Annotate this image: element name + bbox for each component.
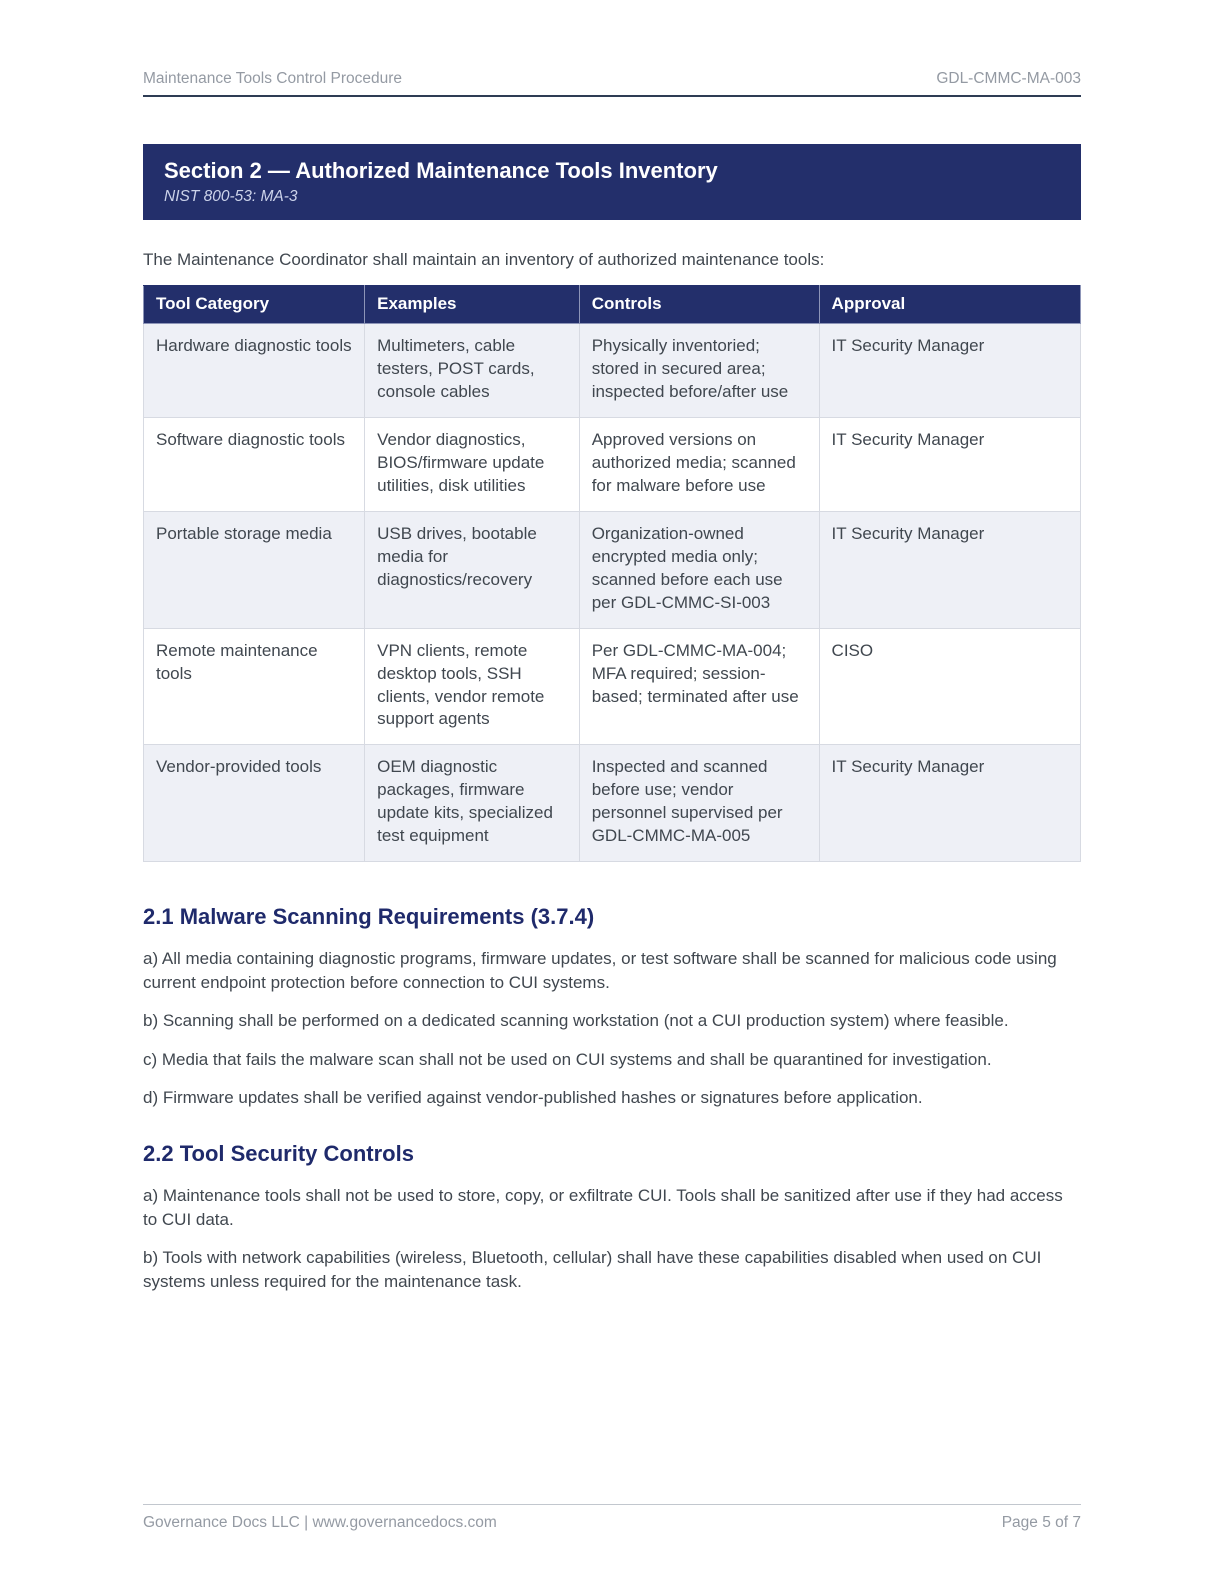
cell-controls: Approved versions on authorized media; scanned for malware before use [579,418,819,512]
cell-approval: IT Security Manager [819,418,1080,512]
paragraph-2-1-a: a) All media containing diagnostic programs, firmware updates, or test software shall be scanned for malicious code using current endpoint protection before connection to CUI systems. [143,949,1057,992]
cell-examples: Vendor diagnostics, BIOS/firmware update utilities, disk utilities [365,418,580,512]
tools-inventory-table [143,285,1081,862]
cell-controls: Inspected and scanned before use; vendor personnel supervised per GDL-CMMC-MA-005 [579,745,819,862]
section-banner-title: Section 2 — Authorized Maintenance Tools Inventory [164,158,718,183]
cell-approval: IT Security Manager [819,324,1080,418]
page-footer [143,1504,1081,1532]
cell-tool-category: Remote maintenance tools [144,628,365,745]
table-row [144,418,1081,512]
cell-examples: OEM diagnostic packages, firmware update kits, specialized test equipment [365,745,580,862]
paragraph-2-1-b: b) Scanning shall be performed on a dedicated scanning workstation (not a CUI production system) where feasible. [143,1011,1009,1031]
column-header-controls: Controls [579,286,819,324]
footer-page-number: Page 5 of 7 [1001,1514,1081,1531]
cell-tool-category: Portable storage media [144,511,365,628]
table-row [144,745,1081,862]
header-doc-title: Maintenance Tools Control Procedure [143,70,403,87]
paragraph-2-1-d: d) Firmware updates shall be verified against vendor-published hashes or signatures before application. [143,1087,923,1107]
column-header-tool-category: Tool Category [144,286,365,324]
cell-tool-category: Hardware diagnostic tools [144,324,365,418]
footer-company: Governance Docs LLC | www.governancedocs.com [143,1514,497,1531]
cell-approval: IT Security Manager [819,511,1080,628]
section-banner [143,144,1081,220]
cell-controls: Physically inventoried; stored in secured area; inspected before/after use [579,324,819,418]
table-header-row [144,286,1081,324]
table-row [144,324,1081,418]
section-heading-2-2: 2.2 Tool Security Controls [143,1141,414,1167]
section-banner-subtitle: NIST 800-53: MA-3 [164,187,298,205]
paragraph-2-1-c: c) Media that fails the malware scan shall not be used on CUI systems and shall be quarantined for investigation. [143,1049,992,1069]
cell-examples: Multimeters, cable testers, POST cards, console cables [365,324,580,418]
cell-tool-category: Software diagnostic tools [144,418,365,512]
cell-tool-category: Vendor-provided tools [144,745,365,862]
paragraph-2-2-b: b) Tools with network capabilities (wireless, Bluetooth, cellular) shall have these capabilities disabled when used on CUI systems unless required for the maintenance task. [143,1248,1042,1291]
table-row [144,511,1081,628]
paragraph-2-2-a: a) Maintenance tools shall not be used to store, copy, or exfiltrate CUI. Tools shall be sanitized after use if they had access to CUI data. [143,1186,1063,1229]
table-row [144,628,1081,745]
cell-approval: CISO [819,628,1080,745]
header-doc-id: GDL-CMMC-MA-003 [936,70,1081,87]
cell-examples: USB drives, bootable media for diagnostics/recovery [365,511,580,628]
cell-approval: IT Security Manager [819,745,1080,862]
cell-controls: Per GDL-CMMC-MA-004; MFA required; session-based; terminated after use [579,628,819,745]
page-header [143,70,1081,97]
cell-controls: Organization-owned encrypted media only; scanned before each use per GDL-CMMC-SI-003 [579,511,819,628]
cell-examples: VPN clients, remote desktop tools, SSH clients, vendor remote support agents [365,628,580,745]
column-header-approval: Approval [819,286,1080,324]
column-header-examples: Examples [365,286,580,324]
intro-paragraph: The Maintenance Coordinator shall maintain an inventory of authorized maintenance tools: [143,249,825,269]
section-heading-2-1: 2.1 Malware Scanning Requirements (3.7.4) [143,904,595,930]
